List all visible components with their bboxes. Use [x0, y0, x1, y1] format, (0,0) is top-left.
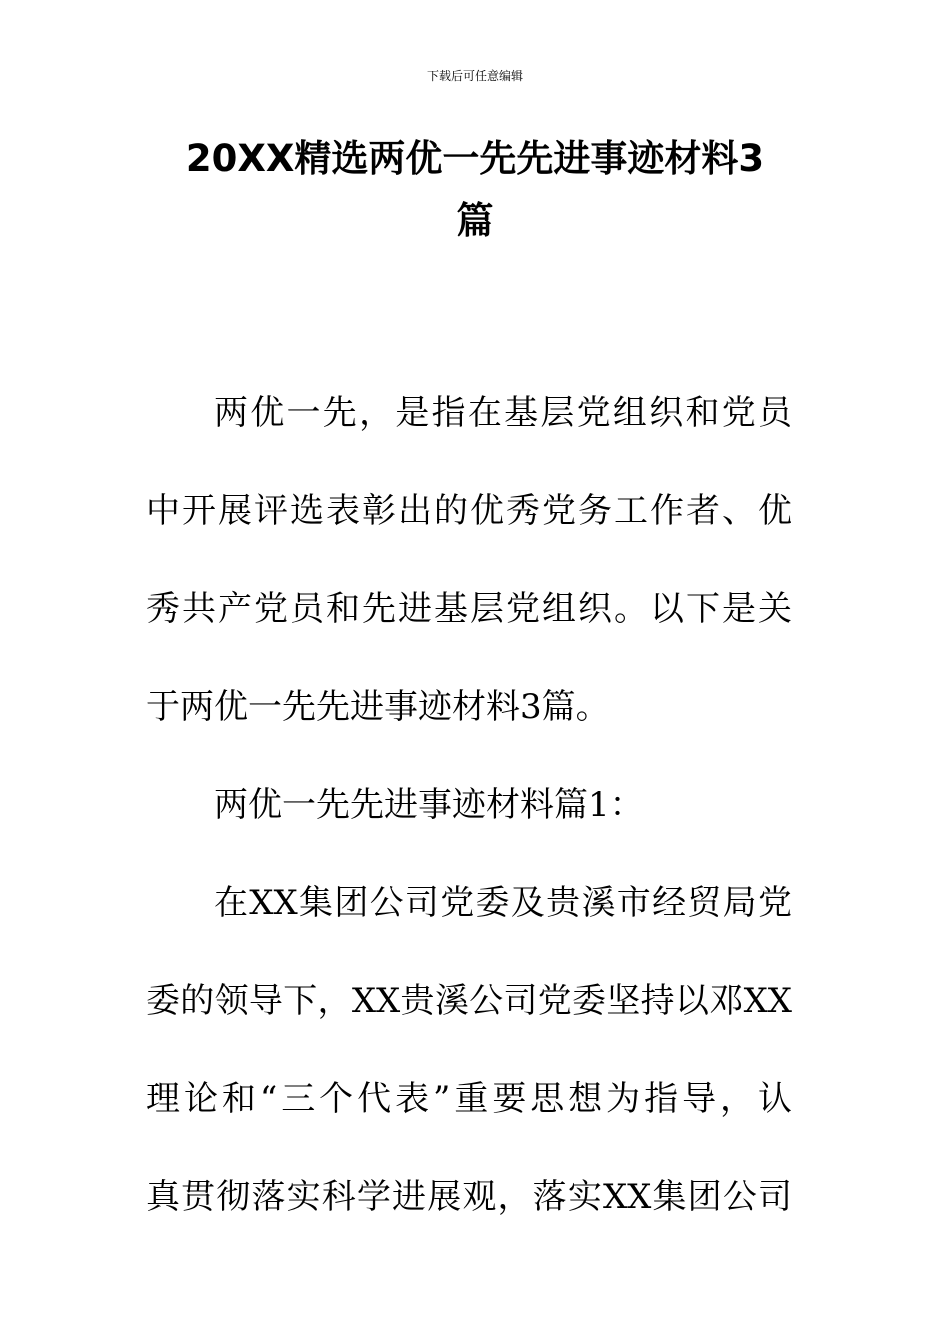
text-line: 秀共产党员和先进基层党组织。以下是关 — [146, 589, 792, 629]
document-title — [150, 128, 800, 252]
header-note: 下载后可任意编辑 — [426, 69, 523, 83]
paragraph-body — [146, 854, 792, 1246]
text-line: 两优一先，是指在基层党组织和党员 — [214, 393, 792, 433]
text-line: 在XX集团公司党委及贵溪市经贸局党 — [214, 883, 792, 923]
text-line: 委的领导下，XX贵溪公司党委坚持以邓XX — [146, 981, 792, 1021]
text-line: 理论和“三个代表”重要思想为指导，认 — [146, 1079, 792, 1119]
text-line: 两优一先先进事迹材料篇1： — [214, 785, 644, 825]
document-body — [146, 364, 792, 1246]
title-line-2: 篇 — [456, 199, 494, 242]
paragraph-intro — [146, 364, 792, 756]
text-line: 于两优一先先进事迹材料3篇。 — [146, 687, 610, 727]
text-line: 中开展评选表彰出的优秀党务工作者、优 — [146, 491, 792, 531]
text-line: 真贯彻落实科学进展观，落实XX集团公司 — [146, 1177, 792, 1217]
paragraph-section-heading — [146, 756, 792, 854]
title-line-1: 20XX精选两优一先先进事迹材料3 — [185, 137, 765, 180]
